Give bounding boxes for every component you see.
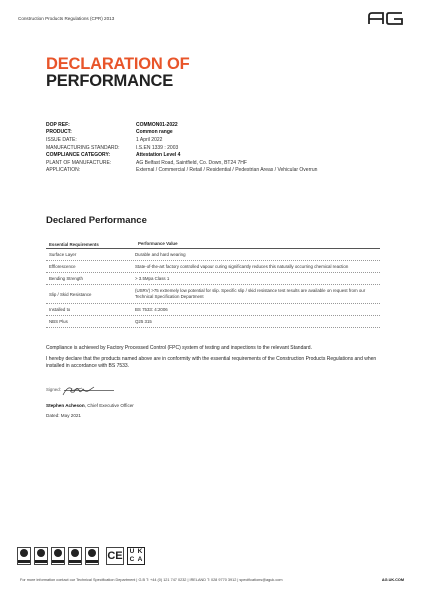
meta-value: Attestation Level 4 [136,152,181,159]
header-regulation: Construction Products Regulations (CPR) 2013 [18,16,115,21]
meta-key: PLANT OF MANUFACTURE: [46,159,112,166]
value-cell: Q25 315 [135,318,152,324]
meta-row [46,129,386,137]
signer-name: Stephen Acheson [46,403,85,408]
meta-value: COMMON01-2022 [136,121,178,128]
ce-mark-icon: CE [106,547,124,565]
meta-row [46,151,386,159]
table-row [46,304,380,316]
performance-table [46,240,380,328]
meta-key: APPLICATION: [46,167,81,174]
meta-row [46,144,386,152]
page-title [46,56,190,90]
ag-logo [368,12,404,25]
meta-value: AG Belfast Road, Saintfield, Co. Down, BT24 7HF [136,159,247,166]
requirement-cell: Surface Layer [49,252,77,257]
meta-value: I.S.EN 1339 : 2003 [136,144,179,151]
title-line-1: DECLARATION OF [46,55,190,73]
meta-value: Common range [136,129,173,136]
certification-badge-icon [34,547,48,565]
meta-key: COMPLIANCE CATEGORY: [46,152,111,159]
certification-badge-icon [85,547,99,565]
footer-contact: For more information contact our Technical Specification Department | G.B T: +44 (0) 121 747 0232 | IRELAND T: 028 9770 3912 | specifications@aguk.com [20,578,283,582]
value-cell: BS 7533: 4:2006 [135,306,168,312]
table-row [46,273,380,285]
signer-role: , Chief Executive Officer [84,403,134,408]
meta-key: MANUFACTURING STANDARD: [46,144,120,151]
value-cell: State-of-the-art factory controlled vapour curing significantly reduces this naturally occurring chemical reaction [135,263,349,269]
requirement-cell: Slip / Skid Resistance [49,291,92,297]
product-meta [46,121,386,174]
requirement-cell: Bending Strength [49,276,83,281]
handwritten-signature [60,383,98,399]
certification-badges [17,547,145,565]
meta-row [46,167,386,175]
meta-key: DOP REF: [46,121,70,128]
requirement-cell: Installed to [49,307,71,312]
table-row [46,249,380,261]
table-row [46,316,380,328]
declaration-statement: I hereby declare that the products named above are in conformity with the essential requirements of the Construction Products Regulations and when installed in accordance with BS 7533. [46,356,377,369]
meta-value: 1 April 2022 [136,136,163,143]
meta-row [46,121,386,129]
title-line-2: PERFORMANCE [46,72,174,90]
table-row [46,261,380,273]
certification-badge-icon [17,547,31,565]
table-row [46,285,380,304]
header-value: Performance Value [138,241,178,247]
requirement-cell: NBS Plus [49,319,68,324]
signed-label: Signed: [46,387,61,392]
meta-row [46,136,386,144]
compliance-statement: Compliance is achieved by Factory Processed Control (FPC) system of testing and inspections to the relevant Standard. [46,345,312,351]
meta-value: External / Commercial / Retail / Residential / Pedestrian Areas / Vehicular Overrun [136,167,318,174]
table-header [46,240,380,249]
value-cell: (USRV) >75 extremely low potential for slip. Specific slip / skid resistance test results are available on request from our Technical Specification Department [135,288,366,299]
meta-key: PRODUCT: [46,129,72,136]
certification-badge-icon [51,547,65,565]
footer [20,578,404,582]
requirement-cell: Efflorescence [49,264,76,269]
declared-performance-title: Declared Performance [46,215,147,226]
header-requirements: Essential Requirements [49,241,99,247]
dated: Dated: May 2021 [46,413,81,418]
signer [46,403,134,408]
value-cell: > 3.5Mpa Class 1 [135,275,170,281]
certification-badge-icon [68,547,82,565]
ukca-mark-icon: U K C A [127,547,145,565]
value-cell: Durable and hard wearing [135,251,186,257]
meta-row [46,159,386,167]
footer-website-link[interactable]: AG.UK.COM [381,578,404,582]
meta-key: ISSUE DATE: [46,136,77,143]
